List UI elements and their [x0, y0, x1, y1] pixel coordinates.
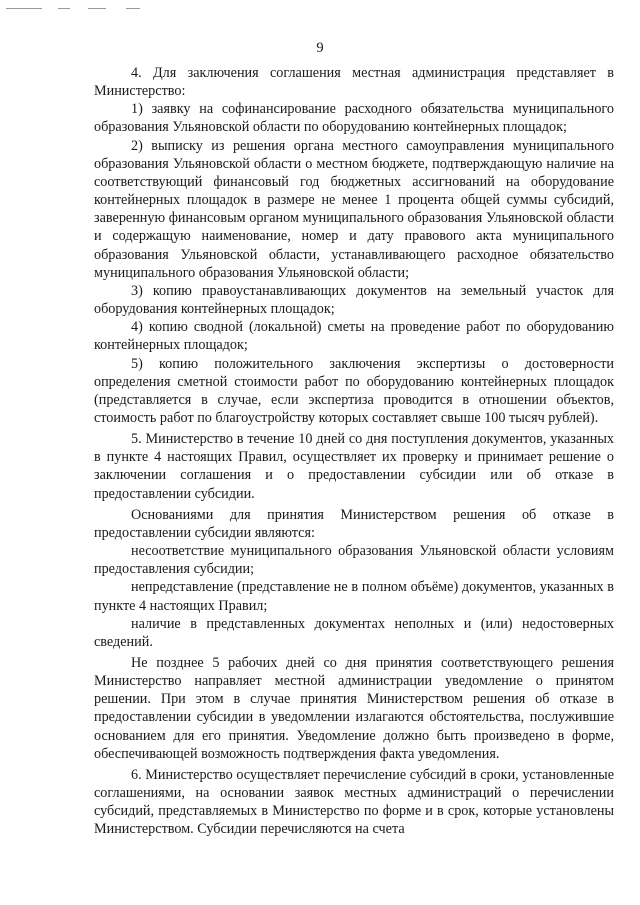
scan-artifact: [58, 8, 70, 9]
list-item-4: 4) копию сводной (локальной) сметы на проведение работ по оборудованию контейнерных площадок;: [94, 319, 614, 354]
document-body: [94, 64, 614, 839]
scan-artifact: [6, 8, 42, 9]
scan-artifact: [88, 8, 106, 9]
paragraph-6: 6. Министерство осуществляет перечисление субсидий в сроки, установленные соглашениями, на основании заявок местных администраций о перечислении субсидий, представляемых в Министерство по форме и в срок, которые установлены Министерством. Субсидии перечисляются на счета: [94, 766, 614, 838]
refusal-grounds-intro: Основаниями для принятия Министерством решения об отказе в предоставлении субсидии являются:: [94, 506, 614, 541]
refusal-ground-3: наличие в представленных документах неполных и (или) недостоверных сведений.: [94, 615, 614, 650]
paragraph-4-intro: 4. Для заключения соглашения местная администрация представляет в Министерство:: [94, 65, 614, 100]
list-item-5: 5) копию положительного заключения экспертизы о достоверности определения сметной стоимости работ по оборудованию контейнерных площадок (представляется в случае, если экспертиза проводится в отношении объектов, стоимость работ по благоустройству которых составляет свыше 100 тысяч рублей).: [94, 355, 614, 426]
list-item-1: 1) заявку на софинансирование расходного обязательства муниципального образования Ульяновской области по оборудованию контейнерных площадок;: [94, 101, 614, 136]
page-number: 9: [316, 40, 324, 56]
notification-paragraph: Не позднее 5 рабочих дней со дня принятия соответствующего решения Министерство направляет местной администрации уведомление о принятом решении. При этом в случае принятия Министерством решения об отказе в предоставлении субсидии в уведомлении излагаются обстоятельства, послужившие основанием для его принятия. Уведомление должно быть произведено в форме, обеспечивающей возможность подтверждения факта уведомления.: [94, 655, 614, 762]
refusal-ground-1: несоответствие муниципального образования Ульяновской области условиям предоставления субсидии;: [94, 543, 614, 578]
list-item-2: 2) выписку из решения органа местного самоуправления муниципального образования Ульяновской области о местном бюджете, подтверждающую наличие на соответствующий финансовый год бюджетных ассигнований на оборудование контейнерных площадок в размере не менее 1 процента общей суммы субсидий, заверенную финансовым органом муниципального образования Ульяновской области и содержащую наименование, номер и дату правового акта муниципального образования Ульяновской области, устанавливающего расходное обязательство муниципального образования Ульяновской области;: [94, 137, 614, 281]
list-item-3: 3) копию правоустанавливающих документов на земельный участок для оборудования контейнерных площадок;: [94, 282, 614, 318]
scan-artifact: [126, 8, 140, 9]
refusal-ground-2: непредставление (представление не в полном объёме) документов, указанных в пункте 4 настоящих Правил;: [94, 579, 614, 614]
paragraph-5: 5. Министерство в течение 10 дней со дня поступления документов, указанных в пункте 4 настоящих Правил, осуществляет их проверку и принимает решение о заключении соглашения и о предоставлении субсидии или об отказе в предоставлении субсидии.: [94, 431, 614, 502]
